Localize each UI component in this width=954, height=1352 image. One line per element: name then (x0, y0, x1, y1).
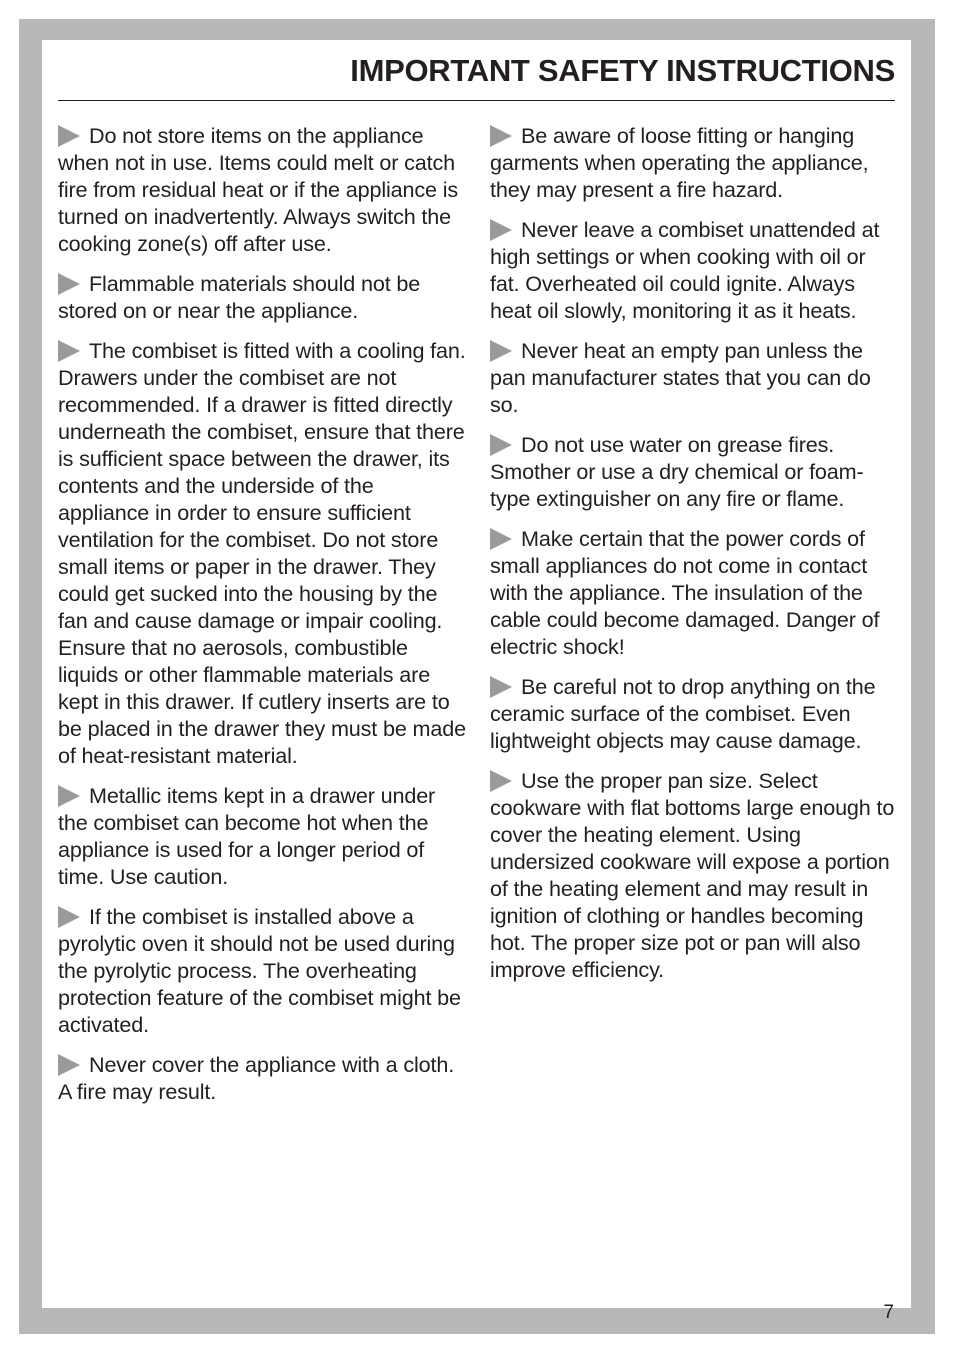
page-title: IMPORTANT SAFETY INSTRUCTIONS (350, 53, 895, 88)
safety-instruction (58, 903, 468, 1038)
instruction-text: Be careful not to drop anything on the ceramic surface of the combiset. Even lightweight objects may cause damage. (490, 674, 876, 753)
triangle-right-icon (58, 125, 80, 147)
triangle-right-icon (490, 219, 512, 241)
triangle-right-icon (58, 273, 80, 295)
instruction-text: Use the proper pan size. Select cookware with flat bottoms large enough to cover the heating element. Using undersized cookware will expose a portion of the heating element and may result in ignition of clothing or handles becoming hot. The proper size pot or pan will also improve efficiency. (490, 768, 895, 982)
safety-instruction (58, 782, 468, 890)
instruction-text: Make certain that the power cords of small appliances do not come in contact with the appliance. The insulation of the cable could become damaged. Danger of electric shock! (490, 526, 880, 659)
instruction-text: Never cover the appliance with a cloth. A fire may result. (58, 1052, 455, 1104)
left-column (58, 122, 468, 1118)
instruction-text: Do not store items on the appliance when not in use. Items could melt or catch fire from residual heat or if the appliance is turned on inadvertently. Always switch the cooking zone(s) off after use. (58, 123, 458, 256)
instruction-text: Never heat an empty pan unless the pan manufacturer states that you can do so. (490, 338, 871, 417)
safety-instruction (490, 122, 900, 203)
safety-instruction (490, 216, 900, 324)
triangle-right-icon (490, 676, 512, 698)
page-number: 7 (883, 1302, 894, 1323)
safety-instruction (490, 673, 900, 754)
triangle-right-icon (58, 785, 80, 807)
page-header (58, 48, 895, 101)
triangle-right-icon (490, 340, 512, 362)
triangle-right-icon (490, 770, 512, 792)
safety-instruction (58, 270, 468, 324)
safety-instruction (490, 431, 900, 512)
triangle-right-icon (490, 125, 512, 147)
instruction-text: Be aware of loose fitting or hanging garments when operating the appliance, they may present a fire hazard. (490, 123, 869, 202)
triangle-right-icon (58, 906, 80, 928)
safety-instruction (58, 1051, 468, 1105)
instruction-text: Do not use water on grease fires. Smother or use a dry chemical or foam-type extinguisher on any fire or flame. (490, 432, 864, 511)
triangle-right-icon (58, 340, 80, 362)
safety-instruction (58, 337, 468, 769)
right-column (490, 122, 900, 996)
safety-instruction (58, 122, 468, 257)
safety-instruction (490, 525, 900, 660)
instruction-text: Flammable materials should not be stored on or near the appliance. (58, 271, 421, 323)
instruction-text: The combiset is fitted with a cooling fan. Drawers under the combiset are not recommended. If a drawer is fitted directly underneath the combiset, ensure that there is sufficient space between the drawer, its contents and the underside of the appliance in order to ensure sufficient ventilation for the combiset. Do not store small items or paper in the drawer. They could get sucked into the housing by the fan and cause damage or impair cooling. Ensure that no aerosols, combustible liquids or other flammable materials are kept in this drawer. If cutlery inserts are to be placed in the drawer they must be made of heat-resistant material. (58, 338, 466, 768)
triangle-right-icon (490, 434, 512, 456)
safety-instruction (490, 767, 900, 983)
instruction-text: Never leave a combiset unattended at high settings or when cooking with oil or fat. Overheated oil could ignite. Always heat oil slowly, monitoring it as it heats. (490, 217, 880, 323)
triangle-right-icon (490, 528, 512, 550)
safety-instruction (490, 337, 900, 418)
instruction-text: Metallic items kept in a drawer under the combiset can become hot when the appliance is used for a longer period of time. Use caution. (58, 783, 436, 889)
instruction-text: If the combiset is installed above a pyrolytic oven it should not be used during the pyrolytic process. The overheating protection feature of the combiset might be activated. (58, 904, 461, 1037)
triangle-right-icon (58, 1054, 80, 1076)
